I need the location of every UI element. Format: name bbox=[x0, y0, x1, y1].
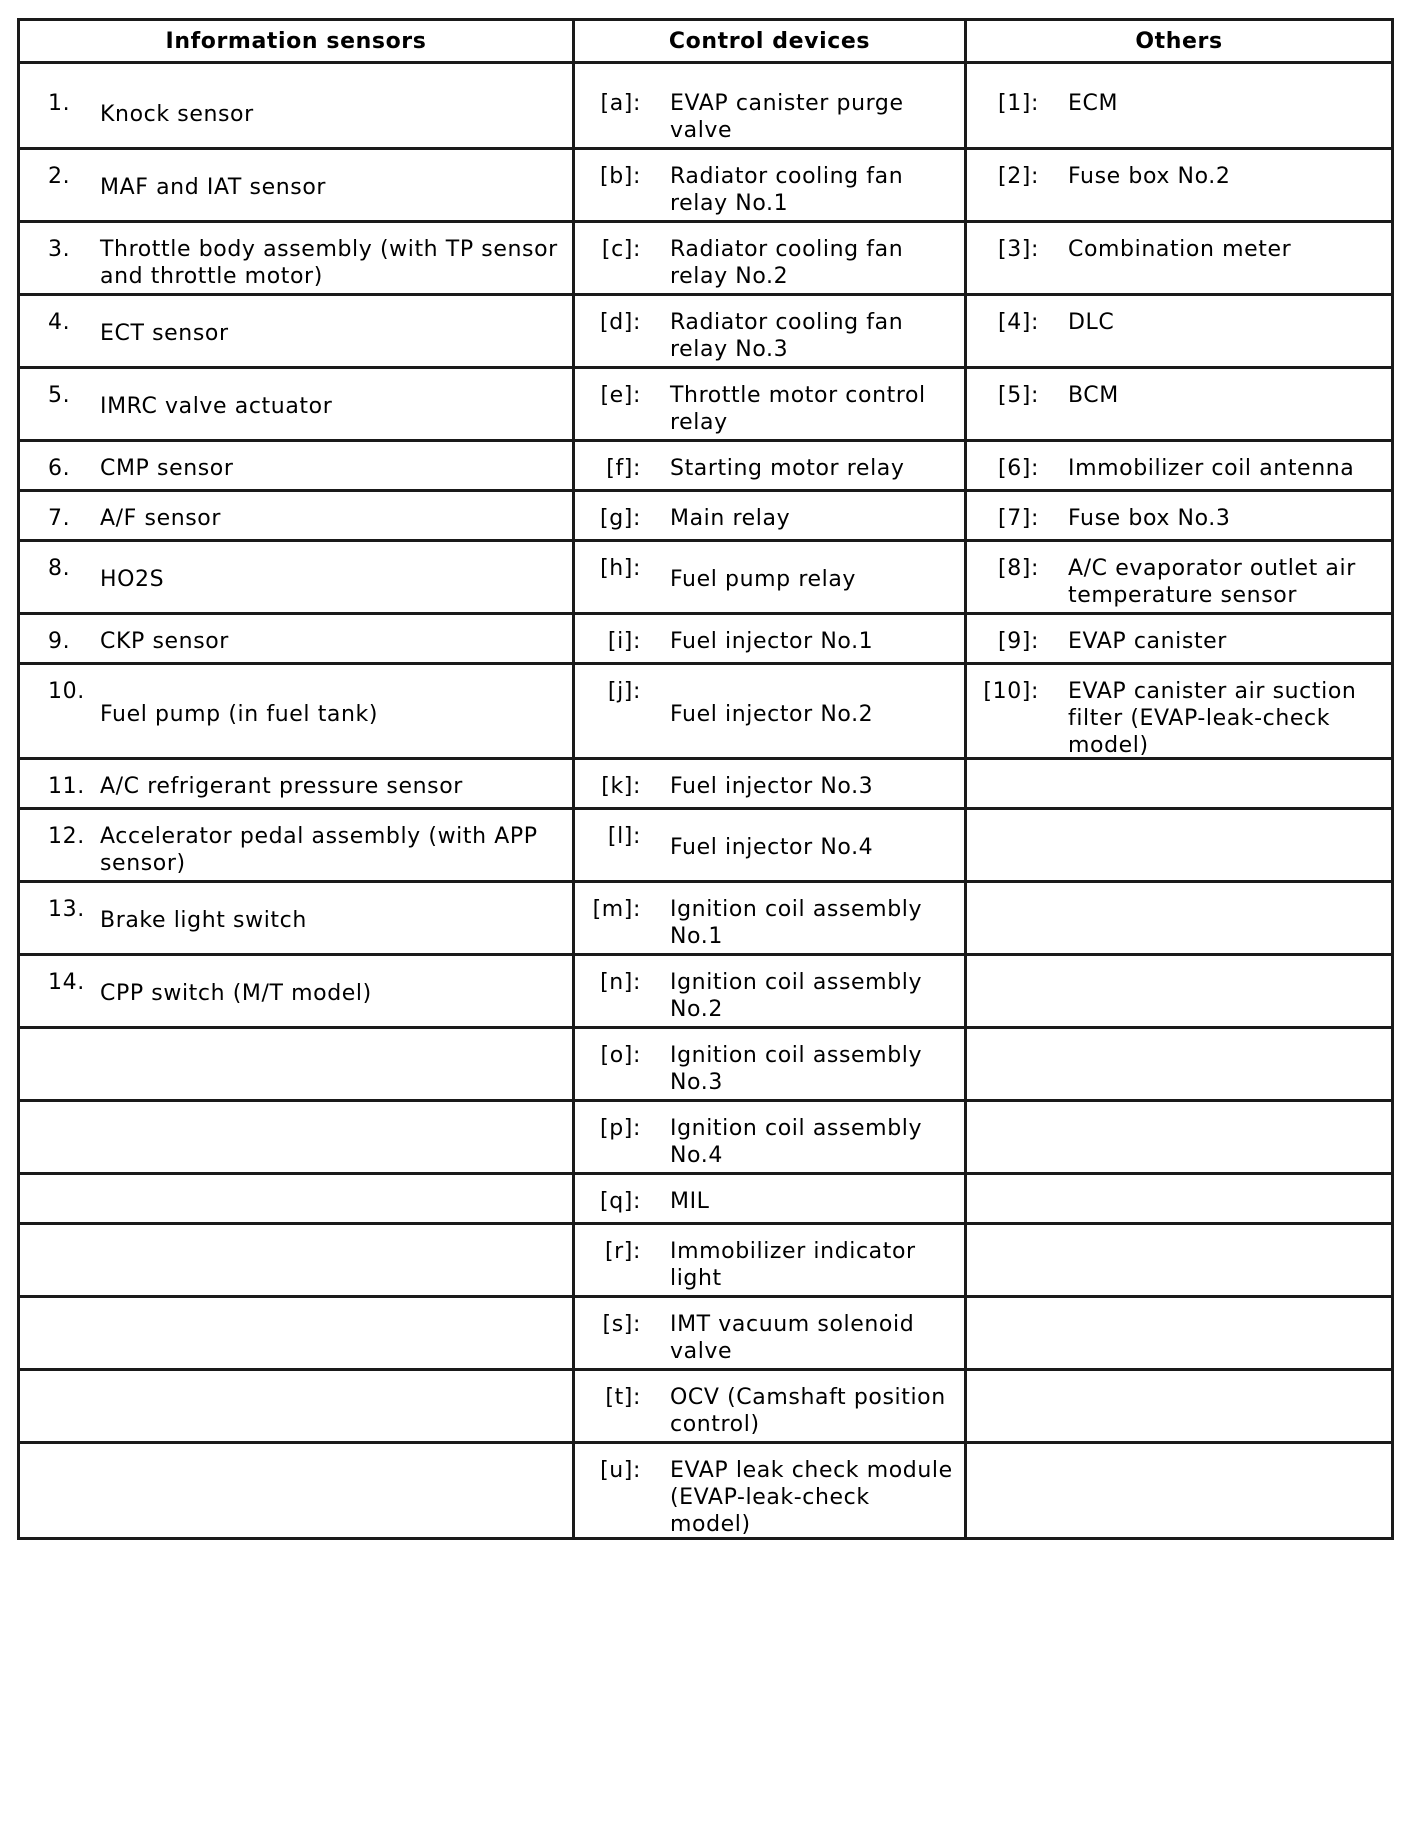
other-name: Combination meter bbox=[1068, 237, 1292, 262]
table-row bbox=[19, 1174, 1393, 1224]
other-cell bbox=[966, 664, 1393, 759]
sensor-number: 12. bbox=[48, 824, 85, 849]
control-number: [g]: bbox=[600, 506, 641, 531]
table-row bbox=[19, 149, 1393, 222]
control-cell bbox=[574, 368, 966, 441]
control-number: [r]: bbox=[604, 1239, 641, 1264]
other-name: ECM bbox=[1068, 91, 1119, 116]
control-number: [s]: bbox=[602, 1312, 641, 1337]
header-information-sensors: Information sensors bbox=[19, 20, 574, 63]
sensor-number: 4. bbox=[48, 310, 71, 335]
other-number: [2]: bbox=[998, 164, 1039, 189]
other-cell bbox=[966, 368, 1393, 441]
sensor-cell bbox=[19, 882, 574, 955]
sensor-name: HO2S bbox=[100, 567, 165, 592]
control-name: Radiator cooling fan relay No.2 bbox=[670, 237, 904, 289]
sensor-cell bbox=[19, 1297, 574, 1370]
other-cell bbox=[966, 1224, 1393, 1297]
control-name: OCV (Camshaft position control) bbox=[670, 1385, 946, 1437]
control-name: EVAP leak check module (EVAP-leak-check model) bbox=[670, 1458, 953, 1537]
sensor-number: 5. bbox=[48, 383, 71, 408]
sensor-cell bbox=[19, 1224, 574, 1297]
other-cell bbox=[966, 491, 1393, 541]
control-number: [q]: bbox=[600, 1189, 641, 1214]
sensor-cell bbox=[19, 541, 574, 614]
other-cell bbox=[966, 955, 1393, 1028]
sensor-cell bbox=[19, 149, 574, 222]
control-name: Radiator cooling fan relay No.3 bbox=[670, 310, 904, 362]
control-cell bbox=[574, 1297, 966, 1370]
other-cell bbox=[966, 295, 1393, 368]
other-cell bbox=[966, 882, 1393, 955]
sensor-number: 1. bbox=[48, 91, 71, 116]
table-row bbox=[19, 882, 1393, 955]
other-number: [7]: bbox=[998, 506, 1039, 531]
control-cell bbox=[574, 1174, 966, 1224]
other-cell bbox=[966, 149, 1393, 222]
control-name: Fuel pump relay bbox=[670, 567, 857, 592]
other-name: Fuse box No.3 bbox=[1068, 506, 1231, 531]
control-number: [f]: bbox=[606, 456, 641, 481]
table-row bbox=[19, 368, 1393, 441]
sensor-name: Accelerator pedal assembly (with APP sensor) bbox=[100, 824, 538, 876]
sensor-cell bbox=[19, 664, 574, 759]
control-number: [d]: bbox=[600, 310, 641, 335]
sensor-cell bbox=[19, 491, 574, 541]
sensor-number: 13. bbox=[48, 897, 85, 922]
other-cell bbox=[966, 441, 1393, 491]
sensor-name: Knock sensor bbox=[100, 102, 254, 127]
control-name: Ignition coil assembly No.4 bbox=[670, 1116, 923, 1168]
control-name: Fuel injector No.1 bbox=[670, 629, 874, 654]
control-number: [m]: bbox=[592, 897, 641, 922]
table-row bbox=[19, 614, 1393, 664]
control-name: EVAP canister purge valve bbox=[670, 91, 904, 143]
control-name: Ignition coil assembly No.3 bbox=[670, 1043, 923, 1095]
control-cell bbox=[574, 1443, 966, 1539]
sensor-cell bbox=[19, 1101, 574, 1174]
component-table bbox=[17, 18, 1394, 1540]
control-number: [j]: bbox=[607, 679, 641, 704]
other-number: [6]: bbox=[998, 456, 1039, 481]
sensor-number: 3. bbox=[48, 237, 71, 262]
control-number: [p]: bbox=[600, 1116, 641, 1141]
table-row bbox=[19, 1297, 1393, 1370]
control-name: Ignition coil assembly No.2 bbox=[670, 970, 923, 1022]
other-number: [9]: bbox=[998, 629, 1039, 654]
sensor-cell bbox=[19, 1028, 574, 1101]
sensor-cell bbox=[19, 809, 574, 882]
sensor-cell bbox=[19, 1174, 574, 1224]
control-cell bbox=[574, 955, 966, 1028]
sensor-name: Brake light switch bbox=[100, 908, 307, 933]
other-cell bbox=[966, 759, 1393, 809]
control-name: Starting motor relay bbox=[670, 456, 905, 481]
control-name: Ignition coil assembly No.1 bbox=[670, 897, 923, 949]
other-name: Fuse box No.2 bbox=[1068, 164, 1231, 189]
control-cell bbox=[574, 541, 966, 614]
table-row bbox=[19, 955, 1393, 1028]
table-row bbox=[19, 441, 1393, 491]
table-row bbox=[19, 809, 1393, 882]
sensor-number: 9. bbox=[48, 629, 71, 654]
sensor-number: 11. bbox=[48, 774, 85, 799]
control-cell bbox=[574, 664, 966, 759]
control-cell bbox=[574, 809, 966, 882]
control-cell bbox=[574, 295, 966, 368]
control-number: [b]: bbox=[600, 164, 641, 189]
other-name: Immobilizer coil antenna bbox=[1068, 456, 1355, 481]
control-number: [n]: bbox=[600, 970, 641, 995]
control-number: [u]: bbox=[600, 1458, 641, 1483]
table-row bbox=[19, 63, 1393, 149]
sensor-name: MAF and IAT sensor bbox=[100, 175, 327, 200]
sensor-name: Fuel pump (in fuel tank) bbox=[100, 702, 379, 727]
control-cell bbox=[574, 614, 966, 664]
sensor-number: 6. bbox=[48, 456, 71, 481]
control-number: [i]: bbox=[607, 629, 641, 654]
other-name: EVAP canister bbox=[1068, 629, 1227, 654]
control-cell bbox=[574, 1370, 966, 1443]
other-number: [1]: bbox=[998, 91, 1039, 116]
other-cell bbox=[966, 809, 1393, 882]
control-number: [a]: bbox=[600, 91, 641, 116]
control-name: Fuel injector No.2 bbox=[670, 702, 874, 727]
control-name: Fuel injector No.3 bbox=[670, 774, 874, 799]
control-cell bbox=[574, 222, 966, 295]
other-cell bbox=[966, 541, 1393, 614]
sensor-cell bbox=[19, 614, 574, 664]
other-name: DLC bbox=[1068, 310, 1115, 335]
other-number: [4]: bbox=[998, 310, 1039, 335]
sensor-cell bbox=[19, 63, 574, 149]
sensor-number: 14. bbox=[48, 970, 85, 995]
table-row bbox=[19, 491, 1393, 541]
sensor-cell bbox=[19, 759, 574, 809]
sensor-name: IMRC valve actuator bbox=[100, 394, 333, 419]
sensor-name: CMP sensor bbox=[100, 456, 234, 481]
other-number: [10]: bbox=[983, 679, 1039, 704]
other-cell bbox=[966, 222, 1393, 295]
control-cell bbox=[574, 1028, 966, 1101]
table-row bbox=[19, 541, 1393, 614]
other-cell bbox=[966, 1370, 1393, 1443]
sensor-cell bbox=[19, 1443, 574, 1539]
control-cell bbox=[574, 1224, 966, 1297]
control-name: IMT vacuum solenoid valve bbox=[670, 1312, 915, 1364]
control-cell bbox=[574, 882, 966, 955]
control-cell bbox=[574, 1101, 966, 1174]
other-cell bbox=[966, 1443, 1393, 1539]
table-row bbox=[19, 295, 1393, 368]
table-row bbox=[19, 222, 1393, 295]
other-cell bbox=[966, 63, 1393, 149]
control-cell bbox=[574, 63, 966, 149]
sensor-name: A/C refrigerant pressure sensor bbox=[100, 774, 463, 799]
control-name: MIL bbox=[670, 1189, 710, 1214]
sensor-number: 7. bbox=[48, 506, 71, 531]
table-row bbox=[19, 1101, 1393, 1174]
control-cell bbox=[574, 441, 966, 491]
sensor-cell bbox=[19, 955, 574, 1028]
other-name: A/C evaporator outlet air temperature sensor bbox=[1068, 556, 1356, 608]
sensor-cell bbox=[19, 368, 574, 441]
control-number: [l]: bbox=[607, 824, 641, 849]
other-number: [3]: bbox=[998, 237, 1039, 262]
sensor-cell bbox=[19, 1370, 574, 1443]
sensor-name: Throttle body assembly (with TP sensor and throttle motor) bbox=[100, 237, 558, 289]
control-cell bbox=[574, 491, 966, 541]
table-row bbox=[19, 1443, 1393, 1539]
sensor-name: A/F sensor bbox=[100, 506, 222, 531]
control-cell bbox=[574, 759, 966, 809]
table-row bbox=[19, 1028, 1393, 1101]
other-number: [8]: bbox=[998, 556, 1039, 581]
other-cell bbox=[966, 1297, 1393, 1370]
other-cell bbox=[966, 614, 1393, 664]
control-cell bbox=[574, 149, 966, 222]
sensor-cell bbox=[19, 441, 574, 491]
other-cell bbox=[966, 1101, 1393, 1174]
header-control-devices: Control devices bbox=[574, 20, 966, 63]
table-row bbox=[19, 664, 1393, 759]
control-name: Immobilizer indicator light bbox=[670, 1239, 916, 1291]
control-number: [o]: bbox=[600, 1043, 641, 1068]
table-row bbox=[19, 759, 1393, 809]
sensor-number: 10. bbox=[48, 679, 85, 704]
table-row bbox=[19, 1370, 1393, 1443]
control-name: Fuel injector No.4 bbox=[670, 835, 874, 860]
sensor-number: 8. bbox=[48, 556, 71, 581]
sensor-name: ECT sensor bbox=[100, 321, 229, 346]
header-others: Others bbox=[966, 20, 1393, 63]
other-cell bbox=[966, 1028, 1393, 1101]
control-number: [e]: bbox=[600, 383, 641, 408]
sensor-name: CKP sensor bbox=[100, 629, 229, 654]
control-name: Radiator cooling fan relay No.1 bbox=[670, 164, 904, 216]
sensor-number: 2. bbox=[48, 164, 71, 189]
other-name: EVAP canister air suction filter (EVAP-leak-check model) bbox=[1068, 679, 1357, 758]
sensor-name: CPP switch (M/T model) bbox=[100, 981, 372, 1006]
other-cell bbox=[966, 1174, 1393, 1224]
control-number: [t]: bbox=[605, 1385, 641, 1410]
sensor-cell bbox=[19, 222, 574, 295]
other-number: [5]: bbox=[998, 383, 1039, 408]
header-row bbox=[19, 20, 1393, 63]
control-number: [h]: bbox=[600, 556, 641, 581]
control-name: Main relay bbox=[670, 506, 791, 531]
control-number: [c]: bbox=[601, 237, 641, 262]
other-name: BCM bbox=[1068, 383, 1119, 408]
control-number: [k]: bbox=[601, 774, 641, 799]
control-name: Throttle motor control relay bbox=[670, 383, 926, 435]
sensor-cell bbox=[19, 295, 574, 368]
table-row bbox=[19, 1224, 1393, 1297]
